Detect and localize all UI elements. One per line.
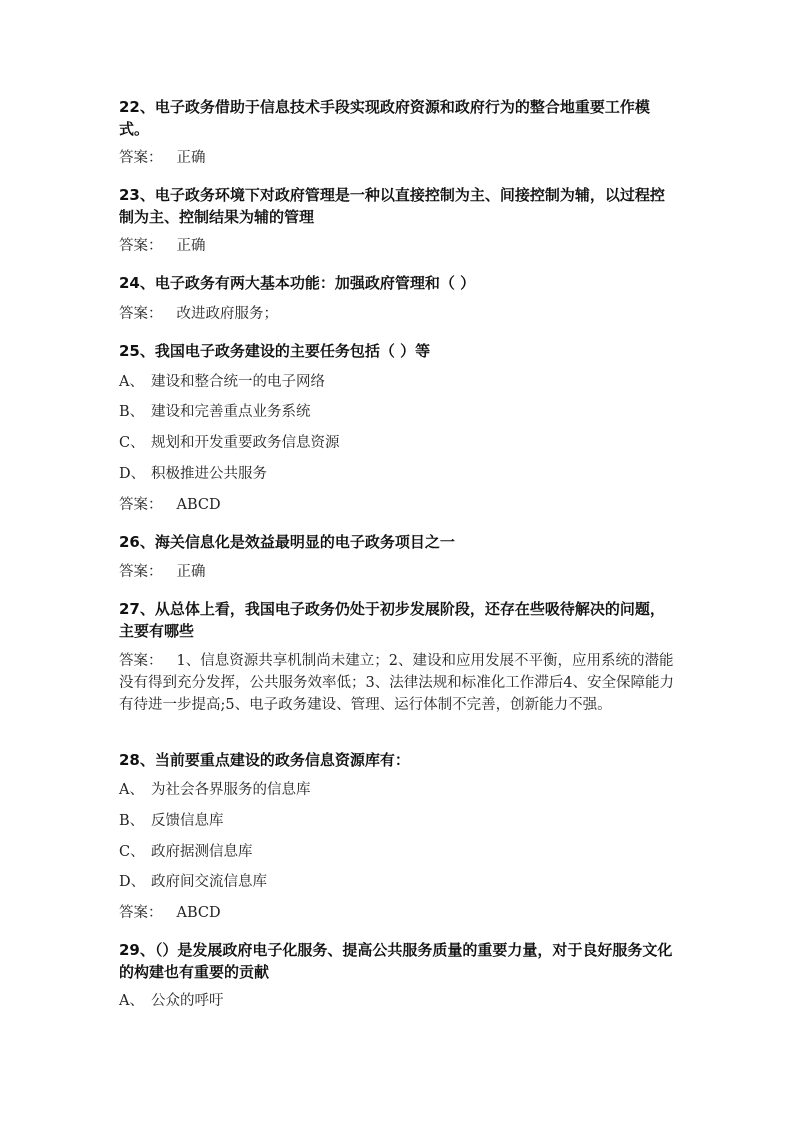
question-23: 23、电子政务环境下对政府管理是一种以直接控制为主、间接控制为辅，以过程控制为主、控制结果为辅的管理 <box>119 186 665 226</box>
option-letter: C、 <box>119 435 145 451</box>
answer-label: 答案： <box>119 905 163 921</box>
answer-27 <box>119 650 679 716</box>
answer-label: 答案： <box>119 238 163 254</box>
option-29-a <box>119 990 679 1012</box>
option-letter: A、 <box>119 993 144 1009</box>
option-letter: D、 <box>119 874 146 890</box>
option-letter: C、 <box>119 844 145 860</box>
option-28-c <box>119 841 679 863</box>
question-28: 28、当前要重点建设的政务信息资源库有： <box>119 751 410 769</box>
answer-value: 正确 <box>176 238 206 254</box>
question-26: 26、海关信息化是效益最明显的电子政务项目之一 <box>119 533 455 551</box>
option-text: 建设和整合统一的电子网络 <box>151 374 325 390</box>
option-text: 积极推进公共服务 <box>151 466 267 482</box>
answer-28 <box>119 902 679 924</box>
answer-22 <box>119 147 679 169</box>
option-28-a <box>119 779 679 801</box>
answer-value: 正确 <box>176 564 206 580</box>
answer-value: 正确 <box>176 150 206 166</box>
answer-value: 改进政府服务； <box>176 306 278 322</box>
answer-25 <box>119 494 679 516</box>
answer-23 <box>119 235 679 257</box>
option-letter: A、 <box>119 374 144 390</box>
question-22: 22、电子政务借助于信息技术手段实现政府资源和政府行为的整合地重要工作模式。 <box>119 98 650 138</box>
option-letter: B、 <box>119 404 145 420</box>
question-24: 24、电子政务有两大基本功能：加强政府管理和（ ） <box>119 274 476 292</box>
option-text: 规划和开发重要政务信息资源 <box>151 435 340 451</box>
option-text: 为社会各界服务的信息库 <box>151 782 311 798</box>
answer-value: ABCD <box>176 905 221 921</box>
option-28-b <box>119 810 679 832</box>
answer-label: 答案： <box>119 150 163 166</box>
question-25: 25、我国电子政务建设的主要任务包括（ ）等 <box>119 342 431 360</box>
answer-value: 1、信息资源共享机制尚未建立；2、建设和应用发展不平衡，应用系统的潜能没有得到充分发挥，公共服务效率低；3、法律法规和标准化工作滞后4、安全保障能力有待进一步提高;5、电子政务建设、管理、运行体制不完善，创新能力不强。 <box>119 653 674 713</box>
answer-label: 答案： <box>119 564 163 580</box>
option-letter: A、 <box>119 782 144 798</box>
option-25-a <box>119 371 679 393</box>
option-text: 反馈信息库 <box>151 813 224 829</box>
option-text: 建设和完善重点业务系统 <box>151 404 311 420</box>
answer-value: ABCD <box>176 497 221 513</box>
option-25-b <box>119 401 679 423</box>
question-27: 27、从总体上看，我国电子政务仍处于初步发展阶段，还存在些吸待解决的问题，主要有哪些 <box>119 600 665 640</box>
option-text: 公众的呼吁 <box>151 993 224 1009</box>
answer-26 <box>119 561 679 583</box>
option-text: 政府间交流信息库 <box>151 874 267 890</box>
question-29: 29、（）是发展政府电子化服务、提高公共服务质量的重要力量，对于良好服务文化的构建也有重要的贡献 <box>119 941 673 981</box>
option-25-c <box>119 432 679 454</box>
answer-24 <box>119 303 679 325</box>
option-25-d <box>119 463 679 485</box>
option-letter: D、 <box>119 466 146 482</box>
answer-label: 答案： <box>119 306 163 322</box>
answer-label: 答案： <box>119 497 163 513</box>
option-text: 政府据测信息库 <box>151 844 253 860</box>
option-28-d <box>119 871 679 893</box>
answer-label: 答案： <box>119 653 163 669</box>
option-letter: B、 <box>119 813 145 829</box>
